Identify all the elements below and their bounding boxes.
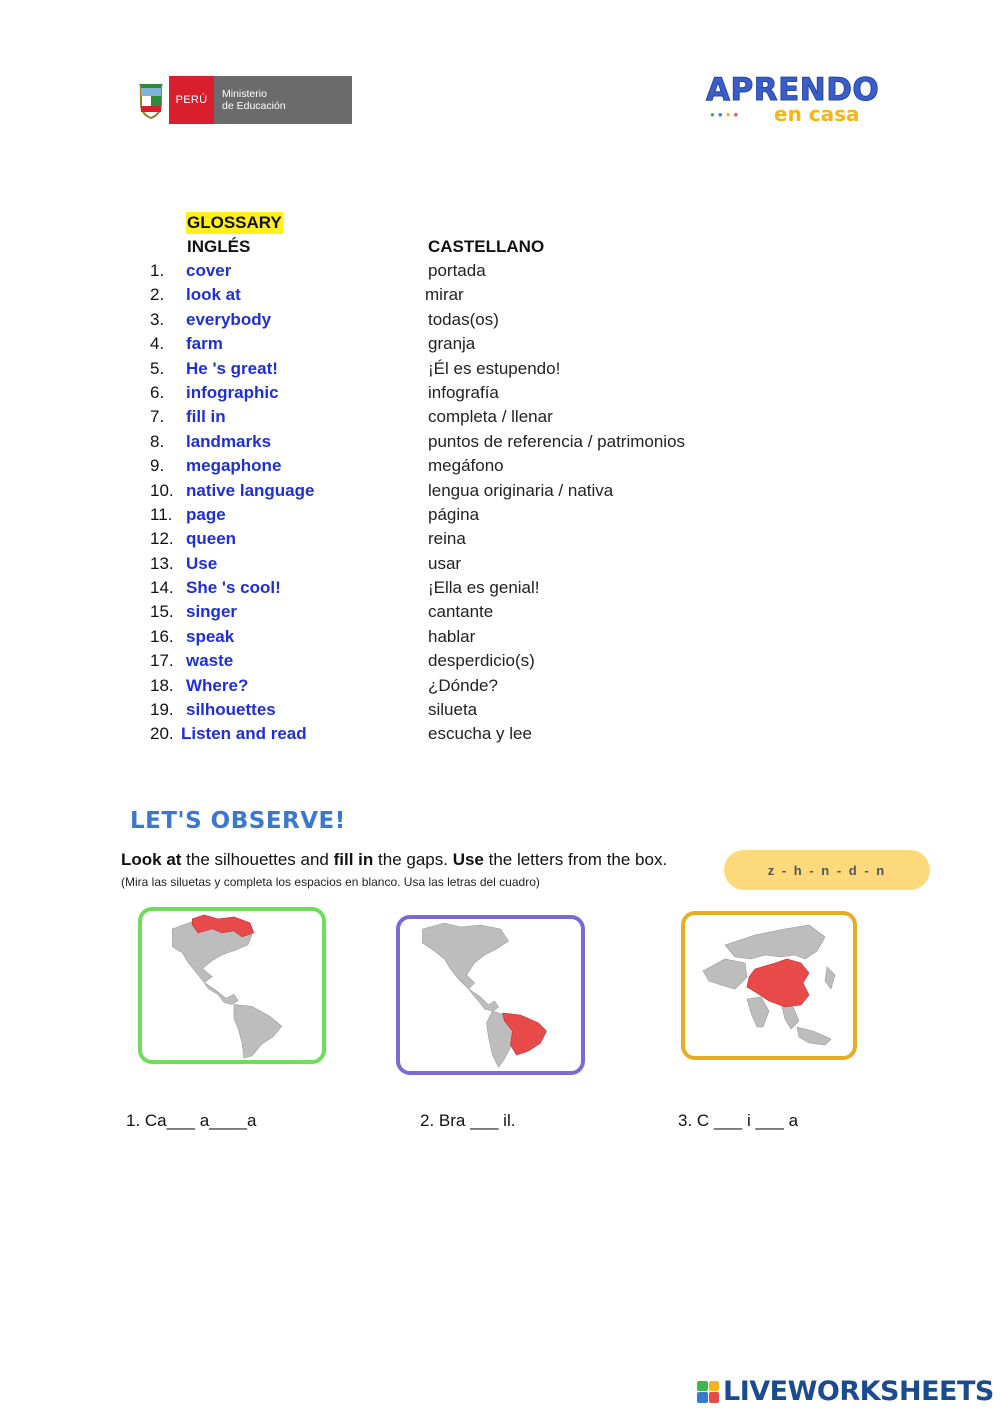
glossary-english-term: singer xyxy=(186,602,238,622)
glossary-spanish-term: cantante xyxy=(428,602,494,622)
glossary-number: 6. xyxy=(150,382,165,402)
instr-bold-1: Look at xyxy=(121,850,182,869)
answer-canada: 1. Ca___ a____a xyxy=(126,1111,257,1130)
glossary-spanish-term: lengua originaria / nativa xyxy=(428,480,614,500)
instr-bold-2: fill in xyxy=(333,850,374,869)
glossary-number: 4. xyxy=(150,334,165,354)
map-brazil xyxy=(396,915,585,1075)
column-header-english: INGLÉS xyxy=(187,237,251,256)
americas-map-icon xyxy=(142,911,322,1060)
map-canada xyxy=(138,907,326,1064)
column-header-spanish: CASTELLANO xyxy=(428,237,545,256)
glossary-english-term: everybody xyxy=(186,309,272,329)
glossary-number: 3. xyxy=(150,309,165,329)
glossary-english-term: Listen and read xyxy=(181,724,307,744)
aprendo-sub-text: en casa xyxy=(774,102,860,126)
glossary-english-term: infographic xyxy=(186,382,279,402)
glossary-english-term: Where? xyxy=(186,675,249,695)
glossary-spanish-term: infografía xyxy=(428,382,499,402)
glossary-number: 13. xyxy=(150,553,174,573)
glossary-english-term: fill in xyxy=(186,407,226,427)
ministry-line-1: Ministerio xyxy=(222,88,267,100)
glossary-spanish-term: ¡Ella es genial! xyxy=(428,578,540,598)
glossary-english-term: He 's great! xyxy=(186,358,278,378)
glossary-spanish-term: silueta xyxy=(428,700,478,720)
glossary-number: 16. xyxy=(150,626,174,646)
glossary-english-term: native language xyxy=(186,480,315,500)
glossary-spanish-term: completa / llenar xyxy=(428,407,553,427)
glossary-english-term: waste xyxy=(186,651,234,671)
glossary-english-term: Use xyxy=(186,553,218,573)
glossary-spanish-term: página xyxy=(428,504,480,524)
glossary-number: 11. xyxy=(150,504,173,524)
glossary-spanish-term: todas(os) xyxy=(428,309,499,329)
glossary-number: 1. xyxy=(150,261,165,280)
americas-map-icon xyxy=(400,919,581,1071)
logo-dots-icon: ●●●● xyxy=(710,110,742,119)
glossary-number: 19. xyxy=(150,700,174,720)
asia-map-icon xyxy=(685,915,853,1056)
liveworksheets-brand: LIVEWORKSHEETS xyxy=(723,1376,994,1407)
glossary-english-term: page xyxy=(186,504,226,524)
glossary-title: GLOSSARY xyxy=(187,213,282,232)
glossary-spanish-term: escucha y lee xyxy=(428,724,532,744)
glossary-spanish-term: megáfono xyxy=(428,456,504,476)
glossary-number: 18. xyxy=(150,675,174,695)
glossary-spanish-term: puntos de referencia / patrimonios xyxy=(428,431,686,451)
ministry-logo xyxy=(133,76,352,124)
glossary-spanish-term: granja xyxy=(428,334,476,354)
glossary-spanish-term: hablar xyxy=(428,626,476,646)
answer-brazil: 2. Bra ___ il. xyxy=(420,1111,516,1130)
instructions xyxy=(121,850,667,870)
peru-coat-of-arms-icon xyxy=(133,76,169,124)
peru-label: PERÚ xyxy=(169,76,214,124)
aprendo-en-casa-logo xyxy=(706,72,880,126)
liveworksheets-logo xyxy=(697,1376,994,1407)
glossary-number: 7. xyxy=(150,407,165,427)
glossary-number: 2. xyxy=(150,285,165,305)
letters-box: z - h - n - d - n xyxy=(724,850,930,890)
glossary-spanish-term: mirar xyxy=(425,285,464,305)
section-title: LET'S OBSERVE! xyxy=(130,808,346,834)
glossary-english-term: landmarks xyxy=(186,431,272,451)
glossary-number: 20. xyxy=(150,724,174,744)
glossary-number: 10. xyxy=(150,480,174,500)
instr-bold-3: Use xyxy=(452,850,484,869)
glossary-number: 15. xyxy=(150,602,174,622)
glossary-english-term: cover xyxy=(186,261,232,280)
aprendo-main-text: APRENDO xyxy=(706,72,880,108)
glossary-spanish-term: ¡Él es estupendo! xyxy=(428,358,561,378)
glossary-english-term: farm xyxy=(186,334,223,354)
glossary-english-term: megaphone xyxy=(186,456,282,476)
glossary-number: 14. xyxy=(150,578,174,598)
glossary-number: 12. xyxy=(150,529,174,549)
glossary-number: 5. xyxy=(150,358,165,378)
glossary-english-term: silhouettes xyxy=(186,700,276,720)
ministry-line-2: de Educación xyxy=(222,100,286,112)
glossary-number: 9. xyxy=(150,456,165,476)
glossary-spanish-term: portada xyxy=(428,261,486,280)
glossary-english-term: She 's cool! xyxy=(186,578,281,598)
glossary-spanish-term: desperdicio(s) xyxy=(428,651,535,671)
instructions-translation: (Mira las siluetas y completa los espacios en blanco. Usa las letras del cuadro) xyxy=(121,875,540,889)
glossary-number: 17. xyxy=(150,651,174,671)
map-china xyxy=(681,911,857,1060)
glossary-spanish-term: ¿Dónde? xyxy=(428,675,498,695)
glossary-english-term: speak xyxy=(186,626,235,646)
instr-text-3: the letters from the box. xyxy=(483,850,668,869)
glossary-english-term: look at xyxy=(186,285,241,305)
liveworksheets-icon xyxy=(697,1381,719,1403)
instr-text-1: the silhouettes and xyxy=(181,850,334,869)
glossary-spanish-term: usar xyxy=(428,553,462,573)
instr-text-2: the gaps. xyxy=(373,850,453,869)
ministry-name xyxy=(214,76,352,124)
glossary-spanish-term: reina xyxy=(428,529,466,549)
glossary-english-term: queen xyxy=(186,529,237,549)
glossary-number: 8. xyxy=(150,431,165,451)
answer-china: 3. C ___ i ___ a xyxy=(678,1111,799,1130)
